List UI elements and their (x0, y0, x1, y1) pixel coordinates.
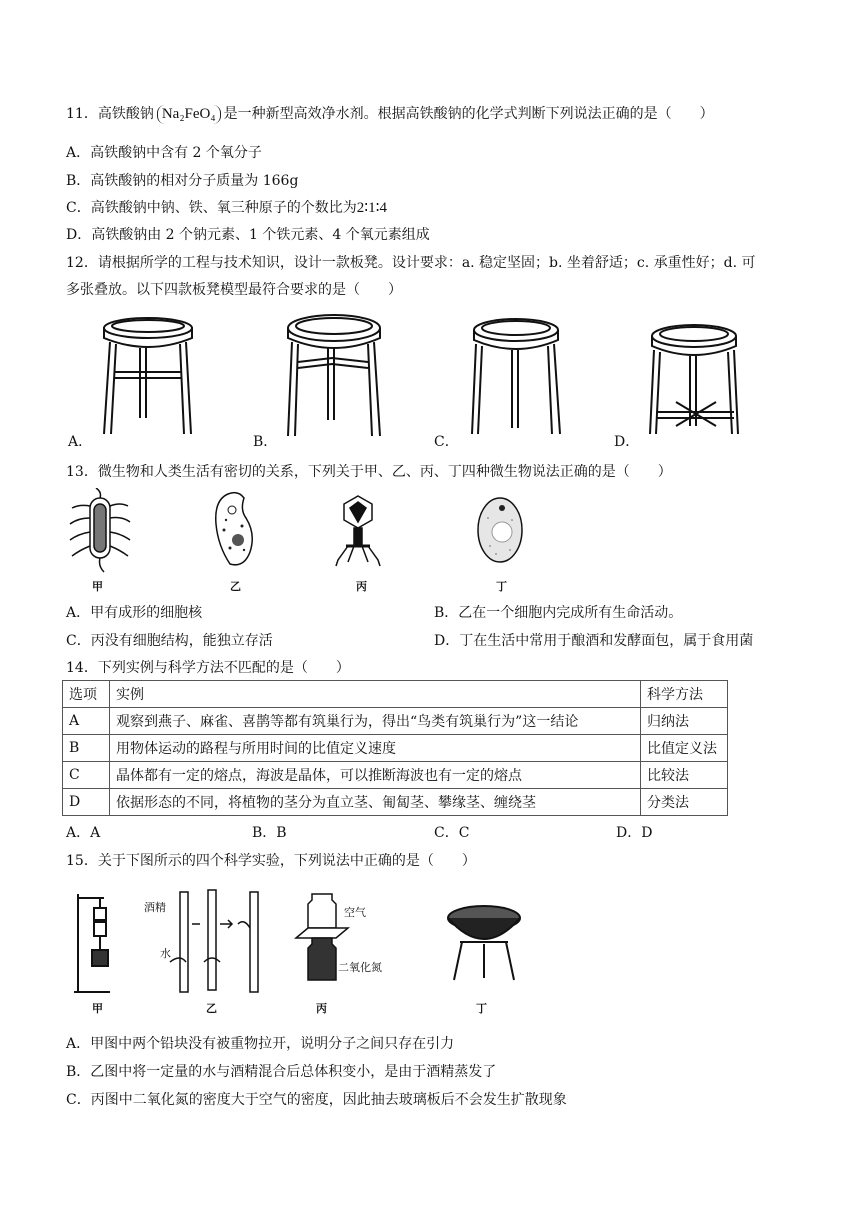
q14-stem: 14．下列实例与科学方法不匹配的是（ ） (66, 660, 350, 676)
stool-label-d: D． (614, 434, 640, 450)
row-d-method: 分类法 (641, 789, 728, 816)
q11-option-c-text: C．高铁酸钠中钠、铁、氧三种原子的个数比为 (66, 200, 357, 216)
row-a-example: 观察到燕子、麻雀、喜鹊等都有筑巢行为，得出“鸟类有筑巢行为”这一结论 (110, 708, 641, 735)
row-c-option: C (63, 762, 110, 789)
q11-stem (66, 104, 714, 124)
label-alcohol: 酒精 (144, 901, 166, 914)
q11-option-b: B．高铁酸钠的相对分子质量为 166g (66, 173, 299, 189)
q13-option-b: B．乙在一个细胞内完成所有生命活动。 (434, 605, 683, 621)
header-option: 选项 (63, 681, 110, 708)
q15-option-a: A．甲图中两个铅块没有被重物拉开，说明分子之间只存在引力 (66, 1036, 455, 1052)
label-air: 空气 (344, 906, 366, 919)
row-c-method: 比较法 (641, 762, 728, 789)
phage-figure (332, 494, 384, 568)
row-a-option: A (63, 708, 110, 735)
q11-option-d: D．高铁酸钠由 2 个钠元素、1 个铁元素、4 个氧元素组成 (66, 227, 430, 243)
caption-ding-13: 丁 (496, 580, 507, 593)
caption-jia-15: 甲 (92, 1002, 103, 1015)
row-c-example: 晶体都有一定的熔点，海波是晶体，可以推断海波也有一定的熔点 (110, 762, 641, 789)
q15-option-c: C．丙图中二氧化氮的密度大于空气的密度，因此抽去玻璃板后不会发生扩散现象 (66, 1092, 567, 1108)
label-water: 水 (160, 947, 171, 960)
q14-option-d: D．D (616, 825, 653, 841)
header-method: 科学方法 (641, 681, 728, 708)
caption-bing-15: 丙 (316, 1002, 327, 1015)
caption-yi-15: 乙 (206, 1002, 217, 1015)
q14-option-a: A．A (66, 825, 101, 841)
q11-ratio: 2∶1∶4 (356, 200, 388, 216)
caption-bing-13: 丙 (356, 580, 367, 593)
q11-option-a: A．高铁酸钠中含有 2 个氧分子 (66, 145, 262, 161)
q13-option-d: D．丁在生活中常用于酿酒和发酵面包，属于食用菌 (434, 633, 754, 649)
q12-stem-line2: 多张叠放。以下四款板凳模型最符合要求的是（ ） (66, 282, 402, 298)
row-a-method: 归纳法 (641, 708, 728, 735)
label-no2: 二氧化氮 (338, 961, 382, 974)
caption-ding-15: 丁 (476, 1002, 487, 1015)
row-b-example: 用物体运动的路程与所用时间的比值定义速度 (110, 735, 641, 762)
stool-label-a: A． (68, 434, 93, 450)
table-row (63, 708, 728, 735)
row-d-example: 依据形态的不同，将植物的茎分为直立茎、匍匐茎、攀缘茎、缠绕茎 (110, 789, 641, 816)
q14-option-c: C．C (434, 825, 470, 841)
q15-option-b: B．乙图中将一定量的水与酒精混合后总体积变小，是由于酒精蒸发了 (66, 1064, 497, 1080)
stool-d-figure (640, 322, 750, 446)
q14-option-b: B．B (252, 825, 287, 841)
q11-stem-start: 11．高铁酸钠 (66, 106, 154, 122)
stool-b-figure (280, 312, 390, 444)
stool-label-b: B． (253, 434, 278, 450)
q14-table (62, 680, 728, 816)
row-b-method: 比值定义法 (641, 735, 728, 762)
yeast-figure (472, 494, 528, 566)
q15-stem: 15．关于下图所示的四个科学实验，下列说法中正确的是（ ） (66, 853, 476, 869)
row-b-option: B (63, 735, 110, 762)
table-header-row (63, 681, 728, 708)
caption-yi-13: 乙 (230, 580, 241, 593)
table-row (63, 735, 728, 762)
lead-blocks-figure (70, 888, 120, 998)
q11-formula: Na₂FeO₄ (157, 105, 221, 124)
stool-label-c: C． (434, 434, 459, 450)
q12-stem-line1: 12．请根据所学的工程与技术知识，设计一款板凳。设计要求：a. 稳定坚固；b. 坐着舒适；c. 承重性好；d. 可 (66, 255, 756, 271)
stool-a-figure (96, 316, 206, 446)
caption-jia-13: 甲 (92, 580, 103, 593)
q11-stem-end: 是一种新型高效净水剂。根据高铁酸钠的化学式判断下列说法正确的是（ ） (223, 106, 714, 122)
paramecium-figure (210, 490, 260, 570)
row-d-option: D (63, 789, 110, 816)
evaporating-dish-figure (440, 900, 530, 984)
q11-option-c (66, 198, 387, 218)
table-row (63, 789, 728, 816)
q13-option-c: C．丙没有细胞结构，能独立存活 (66, 633, 273, 649)
q13-stem: 13．微生物和人类生活有密切的关系，下列关于甲、乙、丙、丁四种微生物说法正确的是（ ） (66, 464, 672, 480)
bacterium-figure (66, 488, 136, 578)
header-example: 实例 (110, 681, 641, 708)
stool-c-figure (468, 316, 568, 446)
table-row (63, 762, 728, 789)
q13-option-a: A．甲有成形的细胞核 (66, 605, 203, 621)
